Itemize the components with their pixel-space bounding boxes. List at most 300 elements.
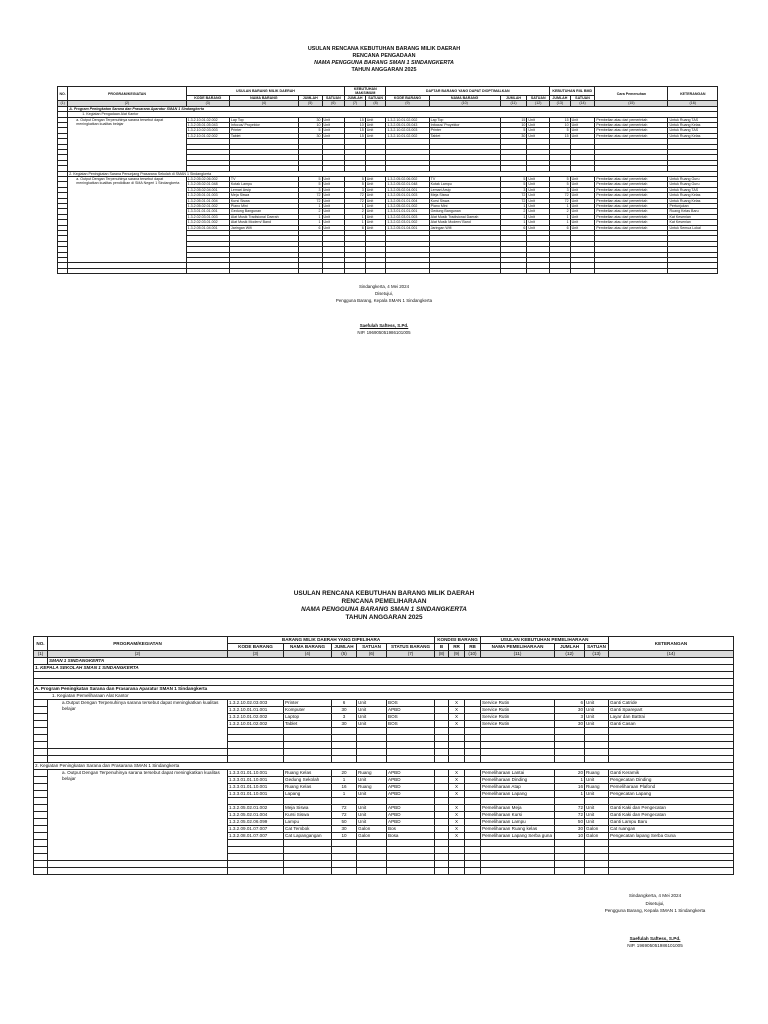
empty-cell xyxy=(435,798,449,805)
kebutuhan-jumlah: 6 xyxy=(345,225,366,230)
empty-cell xyxy=(585,728,609,735)
table-row xyxy=(58,117,718,122)
col-no: NO. xyxy=(58,87,68,101)
col-rb: RB xyxy=(465,644,481,651)
empty-cell xyxy=(465,742,481,749)
daftar-kode: 1.3.2.05.01.01.004 xyxy=(386,198,429,203)
jumlah: 30 xyxy=(298,133,322,138)
kode-barang: 1.3.2.05.02.06.099 xyxy=(228,819,284,826)
daftar-nama: TV xyxy=(429,177,500,182)
empty-cell xyxy=(555,861,585,868)
empty-cell xyxy=(284,728,332,735)
kegiatan-label: 2. Kegiatan Peningkatan Sarana Penunjang Prasarana Sekolah di SMAN 1 Sindangkerta xyxy=(68,171,718,176)
kondisi-rb xyxy=(465,833,481,840)
empty-cell xyxy=(668,268,718,273)
status-barang: APBD xyxy=(387,707,435,714)
empty-cell xyxy=(357,735,387,742)
empty-cell xyxy=(609,868,734,875)
usulan-jumlah: 3 xyxy=(555,714,585,721)
riil-jumlah: 5 xyxy=(550,128,571,133)
empty-cell xyxy=(465,868,481,875)
kondisi-b xyxy=(435,812,449,819)
daftar-satuan: Unit xyxy=(527,133,550,138)
empty-cell xyxy=(585,756,609,763)
doc1-title-line3: NAMA PENGGUNA BARANG SMAN 1 SINDANGKERTA xyxy=(314,60,454,66)
usulan-satuan: Unit xyxy=(585,721,609,728)
keterangan: Ganti Kaki dan Pengecatan xyxy=(609,812,734,819)
daftar-jumlah: 15 xyxy=(500,117,527,122)
kebutuhan-satuan: Unit xyxy=(365,177,386,182)
cara-pemenuhan: Pembelian atau dari pemerintah xyxy=(595,117,668,122)
nama-pemeliharaan: Service Rutin xyxy=(481,721,555,728)
kondisi-b xyxy=(435,700,449,707)
unit-label: SMAN 1 SINDANGKERTA xyxy=(48,658,734,665)
daftar-jumlah: 1 xyxy=(500,220,527,225)
col-number: (14) xyxy=(570,101,595,106)
kondisi-rr: X xyxy=(449,812,465,819)
cara-pemenuhan: Pembelian atau dari pemerintah xyxy=(595,220,668,225)
kondisi-b xyxy=(435,819,449,826)
daftar-satuan: Unit xyxy=(527,123,550,128)
keterangan: Untuk Ruang TAS xyxy=(668,128,718,133)
riil-jumlah: 5 xyxy=(550,182,571,187)
riil-satuan: Unit xyxy=(570,128,595,133)
doc1-table xyxy=(57,86,718,274)
nama-barang: Lap Top xyxy=(229,117,298,122)
daftar-jumlah: 5 xyxy=(500,128,527,133)
doc2-signature xyxy=(580,892,730,950)
empty-cell xyxy=(609,798,734,805)
daftar-jumlah: 1 xyxy=(500,204,527,209)
daftar-satuan: Unit xyxy=(527,209,550,214)
nama-pemeliharaan: Service Rutin xyxy=(481,714,555,721)
col-kebutuhan-maks: KEBUTUHAN MAKSIMUM xyxy=(345,87,386,96)
kebutuhan-jumlah: 15 xyxy=(345,128,366,133)
empty-cell xyxy=(228,868,284,875)
empty-cell xyxy=(387,749,435,756)
empty-cell xyxy=(332,735,357,742)
empty-cell xyxy=(332,868,357,875)
kode-barang: 1.3.2.09.01.07.007 xyxy=(228,826,284,833)
riil-satuan: Unit xyxy=(570,117,595,122)
empty-cell xyxy=(34,805,48,812)
jumlah: 72 xyxy=(332,812,357,819)
col-number: (9) xyxy=(449,651,465,658)
empty-cell xyxy=(481,756,555,763)
daftar-nama: Infocus/ Proyektor xyxy=(429,123,500,128)
col-kode: KODE BARANG xyxy=(386,96,429,101)
cara-pemenuhan: Pembelian atau dari pemerintah xyxy=(595,225,668,230)
kebutuhan-satuan: Unit xyxy=(365,220,386,225)
sign-place-date: Sindangkerta, 4 Mei 2024 xyxy=(628,893,682,898)
riil-satuan: Unit xyxy=(570,214,595,219)
satuan: Unit xyxy=(357,812,387,819)
col-satuan: SATUAN xyxy=(322,96,345,101)
riil-jumlah: 72 xyxy=(550,198,571,203)
empty-cell xyxy=(449,735,465,742)
sign-nip: NIP. 196905051986101005 xyxy=(627,943,683,948)
program-row xyxy=(34,686,734,693)
kebutuhan-satuan: Unit xyxy=(365,117,386,122)
nama-barang: Kursi Siswa xyxy=(229,198,298,203)
empty-cell xyxy=(500,268,527,273)
empty-cell xyxy=(229,268,298,273)
kondisi-rr: X xyxy=(449,770,465,777)
keterangan: Pengecatan Dinding xyxy=(609,777,734,784)
keterangan: Ganti Sparepart xyxy=(609,707,734,714)
status-barang: APBD xyxy=(387,819,435,826)
daftar-kode: 1.3.2.05.02.04.001 xyxy=(386,187,429,192)
col-number: (8) xyxy=(435,651,449,658)
satuan: Unit xyxy=(357,700,387,707)
empty-cell xyxy=(357,756,387,763)
nama-barang: Printer xyxy=(229,128,298,133)
empty-cell xyxy=(34,721,48,728)
satuan: Unit xyxy=(322,117,345,122)
cara-pemenuhan: Pembelian atau dari pemerintah xyxy=(595,177,668,182)
empty-cell xyxy=(465,735,481,742)
daftar-nama: Lemari Arsip xyxy=(429,187,500,192)
daftar-kode: 1.3.2.02.03.01.003 xyxy=(386,214,429,219)
empty-cell xyxy=(435,854,449,861)
keterangan: Untuk Ruang Kelas xyxy=(668,123,718,128)
kebutuhan-satuan: Unit xyxy=(365,182,386,187)
kondisi-rb xyxy=(465,812,481,819)
cara-pemenuhan: Pembelian atau dari pemerintah xyxy=(595,193,668,198)
nama-pemeliharaan: Pemeliharaan Meja xyxy=(481,805,555,812)
empty-cell xyxy=(357,868,387,875)
nama-barang: Kotak Lampu xyxy=(229,182,298,187)
empty-cell xyxy=(555,840,585,847)
nama-barang: Lapang xyxy=(284,791,332,798)
kebutuhan-satuan: Unit xyxy=(365,209,386,214)
usulan-satuan: Unit xyxy=(585,805,609,812)
usulan-jumlah: 1 xyxy=(555,777,585,784)
nama-barang: Cat Tembok xyxy=(284,826,332,833)
satuan: Unit xyxy=(322,187,345,192)
col-jumlah: JUMLAH xyxy=(555,644,585,651)
keterangan: Kat Kesenian xyxy=(668,220,718,225)
kondisi-rb xyxy=(465,777,481,784)
empty-cell xyxy=(435,735,449,742)
empty-cell xyxy=(429,268,500,273)
riil-satuan: Unit xyxy=(570,220,595,225)
usulan-satuan: Unit xyxy=(585,777,609,784)
table-row xyxy=(34,770,734,777)
col-rr: RR xyxy=(449,644,465,651)
kondisi-rr: X xyxy=(449,784,465,791)
kebutuhan-jumlah: 5 xyxy=(345,182,366,187)
kebutuhan-jumlah: 1 xyxy=(345,220,366,225)
empty-cell xyxy=(48,861,228,868)
jumlah: 72 xyxy=(298,198,322,203)
kondisi-b xyxy=(435,777,449,784)
empty-cell xyxy=(228,742,284,749)
col-nama: NAMA BARANG xyxy=(284,644,332,651)
empty-cell xyxy=(481,728,555,735)
cara-pemenuhan: Pembelian atau dari pemerintah xyxy=(595,182,668,187)
empty-cell xyxy=(58,268,68,273)
satuan: Ruang xyxy=(357,784,387,791)
empty-cell xyxy=(228,728,284,735)
daftar-nama: Lap Top xyxy=(429,117,500,122)
keterangan: Ganti Lampu Baru xyxy=(609,819,734,826)
col-number: (6) xyxy=(357,651,387,658)
empty-cell xyxy=(387,854,435,861)
empty-cell xyxy=(34,833,48,840)
daftar-satuan: Unit xyxy=(527,128,550,133)
empty-cell xyxy=(284,749,332,756)
kebutuhan-jumlah: 72 xyxy=(345,193,366,198)
nama-pemeliharaan: Service Rutin xyxy=(481,700,555,707)
doc2-table xyxy=(33,636,734,875)
nama-barang: Ruang Kelas xyxy=(284,770,332,777)
kode-barang: 1.3.2.10.01.02.002 xyxy=(186,133,229,138)
empty-cell xyxy=(332,798,357,805)
empty-cell xyxy=(585,798,609,805)
col-jumlah: JUMLAH xyxy=(332,644,357,651)
kondisi-b xyxy=(435,805,449,812)
daftar-satuan: Unit xyxy=(527,214,550,219)
empty-cell xyxy=(555,847,585,854)
empty-cell xyxy=(357,742,387,749)
empty-cell xyxy=(332,840,357,847)
keterangan: Pemeliharaan Plafond xyxy=(609,784,734,791)
nama-barang: Komputer xyxy=(284,707,332,714)
daftar-jumlah: 3 xyxy=(500,187,527,192)
sign-name: Saefulah Saftess, S.Pd. xyxy=(359,323,409,328)
empty-cell xyxy=(465,756,481,763)
empty-cell xyxy=(48,749,228,756)
col-no: NO. xyxy=(34,637,48,651)
empty-cell xyxy=(555,756,585,763)
empty-cell xyxy=(387,840,435,847)
daftar-kode: 1.3.2.05.02.06.002 xyxy=(386,177,429,182)
col-number: (10) xyxy=(429,101,500,106)
col-kode: KODE BARANG xyxy=(228,644,284,651)
status-barang: APBD xyxy=(387,777,435,784)
empty-cell xyxy=(609,742,734,749)
usulan-jumlah: 16 xyxy=(555,784,585,791)
empty-cell xyxy=(357,861,387,868)
col-status: STATUS BARANG xyxy=(387,644,435,651)
kode-barang: 1.3.2.05.01.01.003 xyxy=(186,193,229,198)
blank-row xyxy=(34,861,734,868)
nama-barang: Cat Lapangangan xyxy=(284,833,332,840)
kebutuhan-jumlah: 15 xyxy=(345,117,366,122)
empty-cell xyxy=(449,861,465,868)
cara-pemenuhan: Pembelian atau dari pemerintah xyxy=(595,209,668,214)
kode-barang: 1.3.2.05.01.04.001 xyxy=(186,225,229,230)
doc2-section1-rows xyxy=(34,700,734,749)
output-label: a. Output Dengan Terpenuhinya sarana tersebut dapat meningkatkan kualitas belajar xyxy=(48,770,228,861)
empty-cell xyxy=(357,847,387,854)
empty-cell xyxy=(284,742,332,749)
sign-nip: NIP. 196905051986101005 xyxy=(357,330,411,335)
empty-cell xyxy=(357,798,387,805)
sign-role: Pengguna Barang, Kepala SMAN 1 Sindangkerta xyxy=(604,908,706,913)
empty-cell xyxy=(585,854,609,861)
daftar-satuan: Unit xyxy=(527,220,550,225)
col-number: (5) xyxy=(332,651,357,658)
nama-barang: Lemari Arsip xyxy=(229,187,298,192)
empty-cell xyxy=(435,840,449,847)
program-label: A. Program Peningkatan Sarana dan Prasarana Aparatur SMAN 1 Sindangkerta xyxy=(34,686,734,693)
usulan-jumlah: 50 xyxy=(555,819,585,826)
empty-cell xyxy=(481,840,555,847)
empty-cell xyxy=(555,868,585,875)
satuan: Unit xyxy=(357,714,387,721)
kode-barang: 1.3.2.02.03.01.003 xyxy=(186,214,229,219)
kode-barang: 1.3.3.01.01.01.001 xyxy=(186,209,229,214)
program-label: A. Program Peningkatan Sarana dan Prasarana Aparatur SMAN 1 Sindangkerta xyxy=(68,106,718,111)
daftar-nama: Piano Mini xyxy=(429,204,500,209)
empty-cell xyxy=(609,728,734,735)
empty-cell xyxy=(481,798,555,805)
output-label: a. Output Dengan Terpenuhinya sarana tersebut dapat meningkatkan kualitas belajar xyxy=(68,117,186,171)
kode-barang: 1.3.2.05.01.01.004 xyxy=(186,198,229,203)
empty-cell xyxy=(609,854,734,861)
empty-cell xyxy=(465,749,481,756)
daftar-satuan: Unit xyxy=(527,225,550,230)
nama-barang: Ruang Kelas xyxy=(284,784,332,791)
col-jumlah: JUMLAH xyxy=(345,96,366,101)
col-nama-pemeliharaan: NAMA PEMELIHARAAN xyxy=(481,644,555,651)
usulan-satuan: Unit xyxy=(585,819,609,826)
doc1-signature xyxy=(300,283,468,336)
daftar-nama: Meja Siswa xyxy=(429,193,500,198)
blank-row xyxy=(34,749,734,756)
daftar-jumlah: 72 xyxy=(500,193,527,198)
satuan: Galon xyxy=(357,833,387,840)
kegiatan-label: 2. Kegiatan Peningkatan Sarana dan Prasarana SMAN 1 Sindangkerta xyxy=(34,763,734,770)
empty-cell xyxy=(585,861,609,868)
keterangan: Ruang Kelas Baru xyxy=(668,209,718,214)
jumlah: 30 xyxy=(332,707,357,714)
empty-cell xyxy=(570,268,595,273)
kode-barang: 1.3.3.01.01.10.001 xyxy=(228,784,284,791)
empty-cell xyxy=(465,854,481,861)
keterangan: Ganti Kaki dan Pengecatan xyxy=(609,805,734,812)
riil-jumlah: 2 xyxy=(550,209,571,214)
table-row xyxy=(34,700,734,707)
nama-barang: Meja Siswa xyxy=(284,805,332,812)
col-keterangan: KETERANGAN xyxy=(609,637,734,651)
empty-cell xyxy=(481,735,555,742)
empty-cell xyxy=(228,861,284,868)
empty-cell xyxy=(481,861,555,868)
daftar-nama: Tablet xyxy=(429,133,500,138)
col-kode: KODE BARANG xyxy=(186,96,229,101)
kode-barang: 1.3.2.05.01.05.043 xyxy=(186,123,229,128)
nama-pemeliharaan: Pemeliharaan Lapang Serba guna xyxy=(481,833,555,840)
empty-cell xyxy=(34,854,48,861)
satuan: Unit xyxy=(322,225,345,230)
kode-barang: 1.3.3.01.01.10.001 xyxy=(228,777,284,784)
col-number: (2) xyxy=(48,651,228,658)
usulan-jumlah: 10 xyxy=(555,833,585,840)
daftar-jumlah: 5 xyxy=(500,177,527,182)
usulan-satuan: Unit xyxy=(585,812,609,819)
kebutuhan-jumlah: 5 xyxy=(345,177,366,182)
empty-cell xyxy=(465,728,481,735)
kode-barang: 1.3.2.10.01.01.001 xyxy=(228,707,284,714)
jumlah: 1 xyxy=(298,214,322,219)
riil-jumlah: 3 xyxy=(550,187,571,192)
nama-barang: TV xyxy=(229,177,298,182)
usulan-jumlah: 30 xyxy=(555,721,585,728)
kondisi-rb xyxy=(465,805,481,812)
nama-barang: Alat Musik Tradisional Daerah xyxy=(229,214,298,219)
daftar-kode: 1.3.2.02.03.01.002 xyxy=(386,220,429,225)
nama-pemeliharaan: Service Rutin xyxy=(481,707,555,714)
empty-cell xyxy=(357,854,387,861)
kegiatan-row xyxy=(34,763,734,770)
empty-cell xyxy=(585,840,609,847)
empty-cell xyxy=(449,756,465,763)
col-jumlah: JUMLAH xyxy=(500,96,527,101)
kondisi-b xyxy=(435,833,449,840)
kondisi-rr: X xyxy=(449,777,465,784)
cara-pemenuhan: Pembelian atau dari pemerintah xyxy=(595,123,668,128)
kondisi-rr: X xyxy=(449,707,465,714)
satuan: Unit xyxy=(357,777,387,784)
nama-pemeliharaan: Pemeliharaan Ruang kelas xyxy=(481,826,555,833)
blank-row xyxy=(34,679,734,686)
kondisi-b xyxy=(435,784,449,791)
daftar-jumlah: 1 xyxy=(500,214,527,219)
col-nama: NAMA BARANG xyxy=(229,96,298,101)
riil-satuan: Unit xyxy=(570,193,595,198)
cara-pemenuhan: Pembelian atau dari pemerintah xyxy=(595,214,668,219)
keterangan: Untuk Ruang Kelas xyxy=(668,193,718,198)
empty-cell xyxy=(387,798,435,805)
col-kondisi: KONDISI BARANG xyxy=(435,637,481,644)
kondisi-b xyxy=(435,826,449,833)
nama-barang: Tablet xyxy=(229,133,298,138)
sign-name: Saefulah Saftess, S.Pd. xyxy=(629,935,681,941)
col-number: (11) xyxy=(481,651,555,658)
empty-cell xyxy=(228,749,284,756)
kode-barang: 1.3.2.10.01.02.002 xyxy=(186,117,229,122)
col-satuan: SATUAN xyxy=(357,644,387,651)
jumlah: 5 xyxy=(298,128,322,133)
col-number: (1) xyxy=(58,101,68,106)
col-number: (2) xyxy=(68,101,186,106)
keterangan: Ganti Casan xyxy=(609,721,734,728)
kondisi-rb xyxy=(465,714,481,721)
nama-pemeliharaan: Pemeliharaan Lampu xyxy=(481,819,555,826)
kondisi-rr: X xyxy=(449,826,465,833)
empty-cell xyxy=(34,714,48,721)
kode-barang: 1.3.3.01.01.10.001 xyxy=(228,791,284,798)
sign-role: Pengguna Barang, Kepala SMAN 1 Sindangkerta xyxy=(335,298,433,303)
kondisi-b xyxy=(435,721,449,728)
keterangan: Cat ruangan xyxy=(609,826,734,833)
empty-cell xyxy=(481,749,555,756)
col-daftar: DAFTAR BARANG YANG DAPAT DIOPTIMALKAN xyxy=(386,87,550,96)
status-barang: APBD xyxy=(387,791,435,798)
satuan: Ruang xyxy=(357,770,387,777)
empty-cell xyxy=(284,847,332,854)
nama-barang: Piano Mini xyxy=(229,204,298,209)
kebutuhan-satuan: Unit xyxy=(365,193,386,198)
status-barang: Bosa xyxy=(387,833,435,840)
nama-barang: Jaringan Wifi xyxy=(229,225,298,230)
kode-barang: 1.3.2.05.02.01.048 xyxy=(186,182,229,187)
daftar-satuan: Unit xyxy=(527,193,550,198)
empty-cell xyxy=(34,868,48,875)
